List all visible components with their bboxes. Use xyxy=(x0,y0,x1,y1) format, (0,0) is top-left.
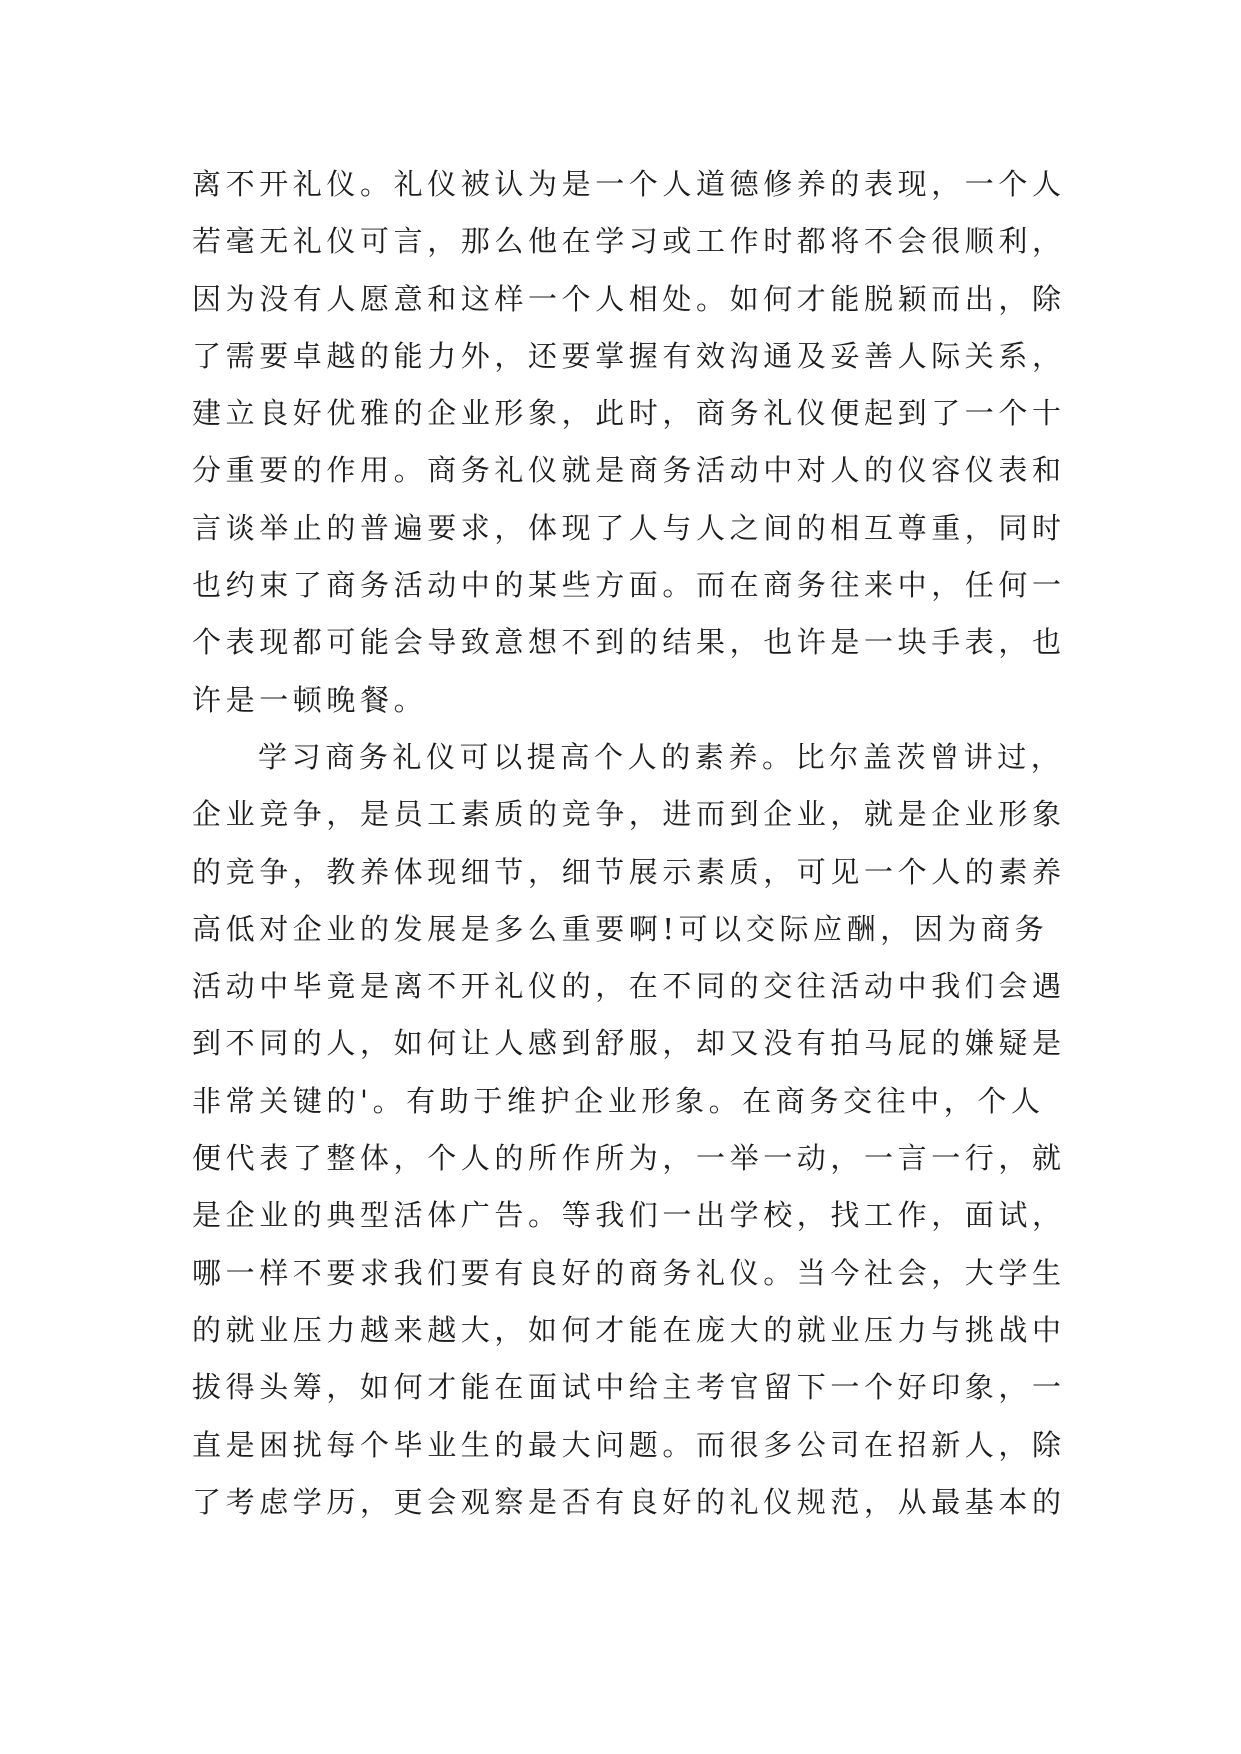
text-line: 的竞争，教养体现细节，细节展示素质，可见一个人的素养 xyxy=(192,854,1066,889)
paragraph-first-line: 学习商务礼仪可以提高个人的素养。比尔盖茨曾讲过， xyxy=(258,739,1065,774)
text-line: 也约束了商务活动中的某些方面。而在商务往来中，任何一 xyxy=(192,568,1066,603)
text-line: 许是一顿晚餐。 xyxy=(192,682,428,717)
text-line: 非常关键的'。有助于维护企业形象。在商务交往中，个人 xyxy=(192,1083,1045,1118)
text-line: 个表现都可能会导致意想不到的结果，也许是一块手表，也 xyxy=(192,625,1066,660)
text-line: 言谈举止的普遍要求，体现了人与人之间的相互尊重，同时 xyxy=(192,510,1066,545)
text-line: 拔得头筹，如何才能在面试中给主考官留下一个好印象，一 xyxy=(192,1370,1066,1405)
text-line: 直是困扰每个毕业生的最大问题。而很多公司在招新人，除 xyxy=(192,1427,1066,1462)
text-line: 若毫无礼仪可言，那么他在学习或工作时都将不会很顺利， xyxy=(192,224,1066,259)
text-line: 了考虑学历，更会观察是否有良好的礼仪规范，从最基本的 xyxy=(192,1484,1066,1519)
text-line: 是企业的典型活体广告。等我们一出学校，找工作，面试， xyxy=(192,1198,1066,1233)
text-line: 了需要卓越的能力外，还要掌握有效沟通及妥善人际关系， xyxy=(192,338,1066,373)
text-line: 便代表了整体，个人的所作所为，一举一动，一言一行，就 xyxy=(192,1141,1066,1176)
text-line: 哪一样不要求我们要有良好的商务礼仪。当今社会，大学生 xyxy=(192,1255,1066,1290)
text-line: 建立良好优雅的企业形象，此时，商务礼仪便起到了一个十 xyxy=(192,396,1066,431)
text-line: 企业竞争，是员工素质的竞争，进而到企业，就是企业形象 xyxy=(192,797,1066,832)
text-line: 到不同的人，如何让人感到舒服，却又没有拍马屁的嫌疑是 xyxy=(192,1026,1066,1061)
text-line: 因为没有人愿意和这样一个人相处。如何才能脱颖而出，除 xyxy=(192,281,1066,316)
text-line: 离不开礼仪。礼仪被认为是一个人道德修养的表现，一个人 xyxy=(192,167,1066,201)
text-line: 活动中毕竟是离不开礼仪的，在不同的交往活动中我们会遇 xyxy=(192,969,1066,1004)
text-line: 分重要的作用。商务礼仪就是商务活动中对人的仪容仪表和 xyxy=(192,453,1066,488)
text-line: 高低对企业的发展是多么重要啊!可以交际应酬，因为商务 xyxy=(192,911,1049,946)
text-line: 的就业压力越来越大，如何才能在庞大的就业压力与挑战中 xyxy=(192,1312,1066,1347)
body-text xyxy=(192,156,1066,1531)
